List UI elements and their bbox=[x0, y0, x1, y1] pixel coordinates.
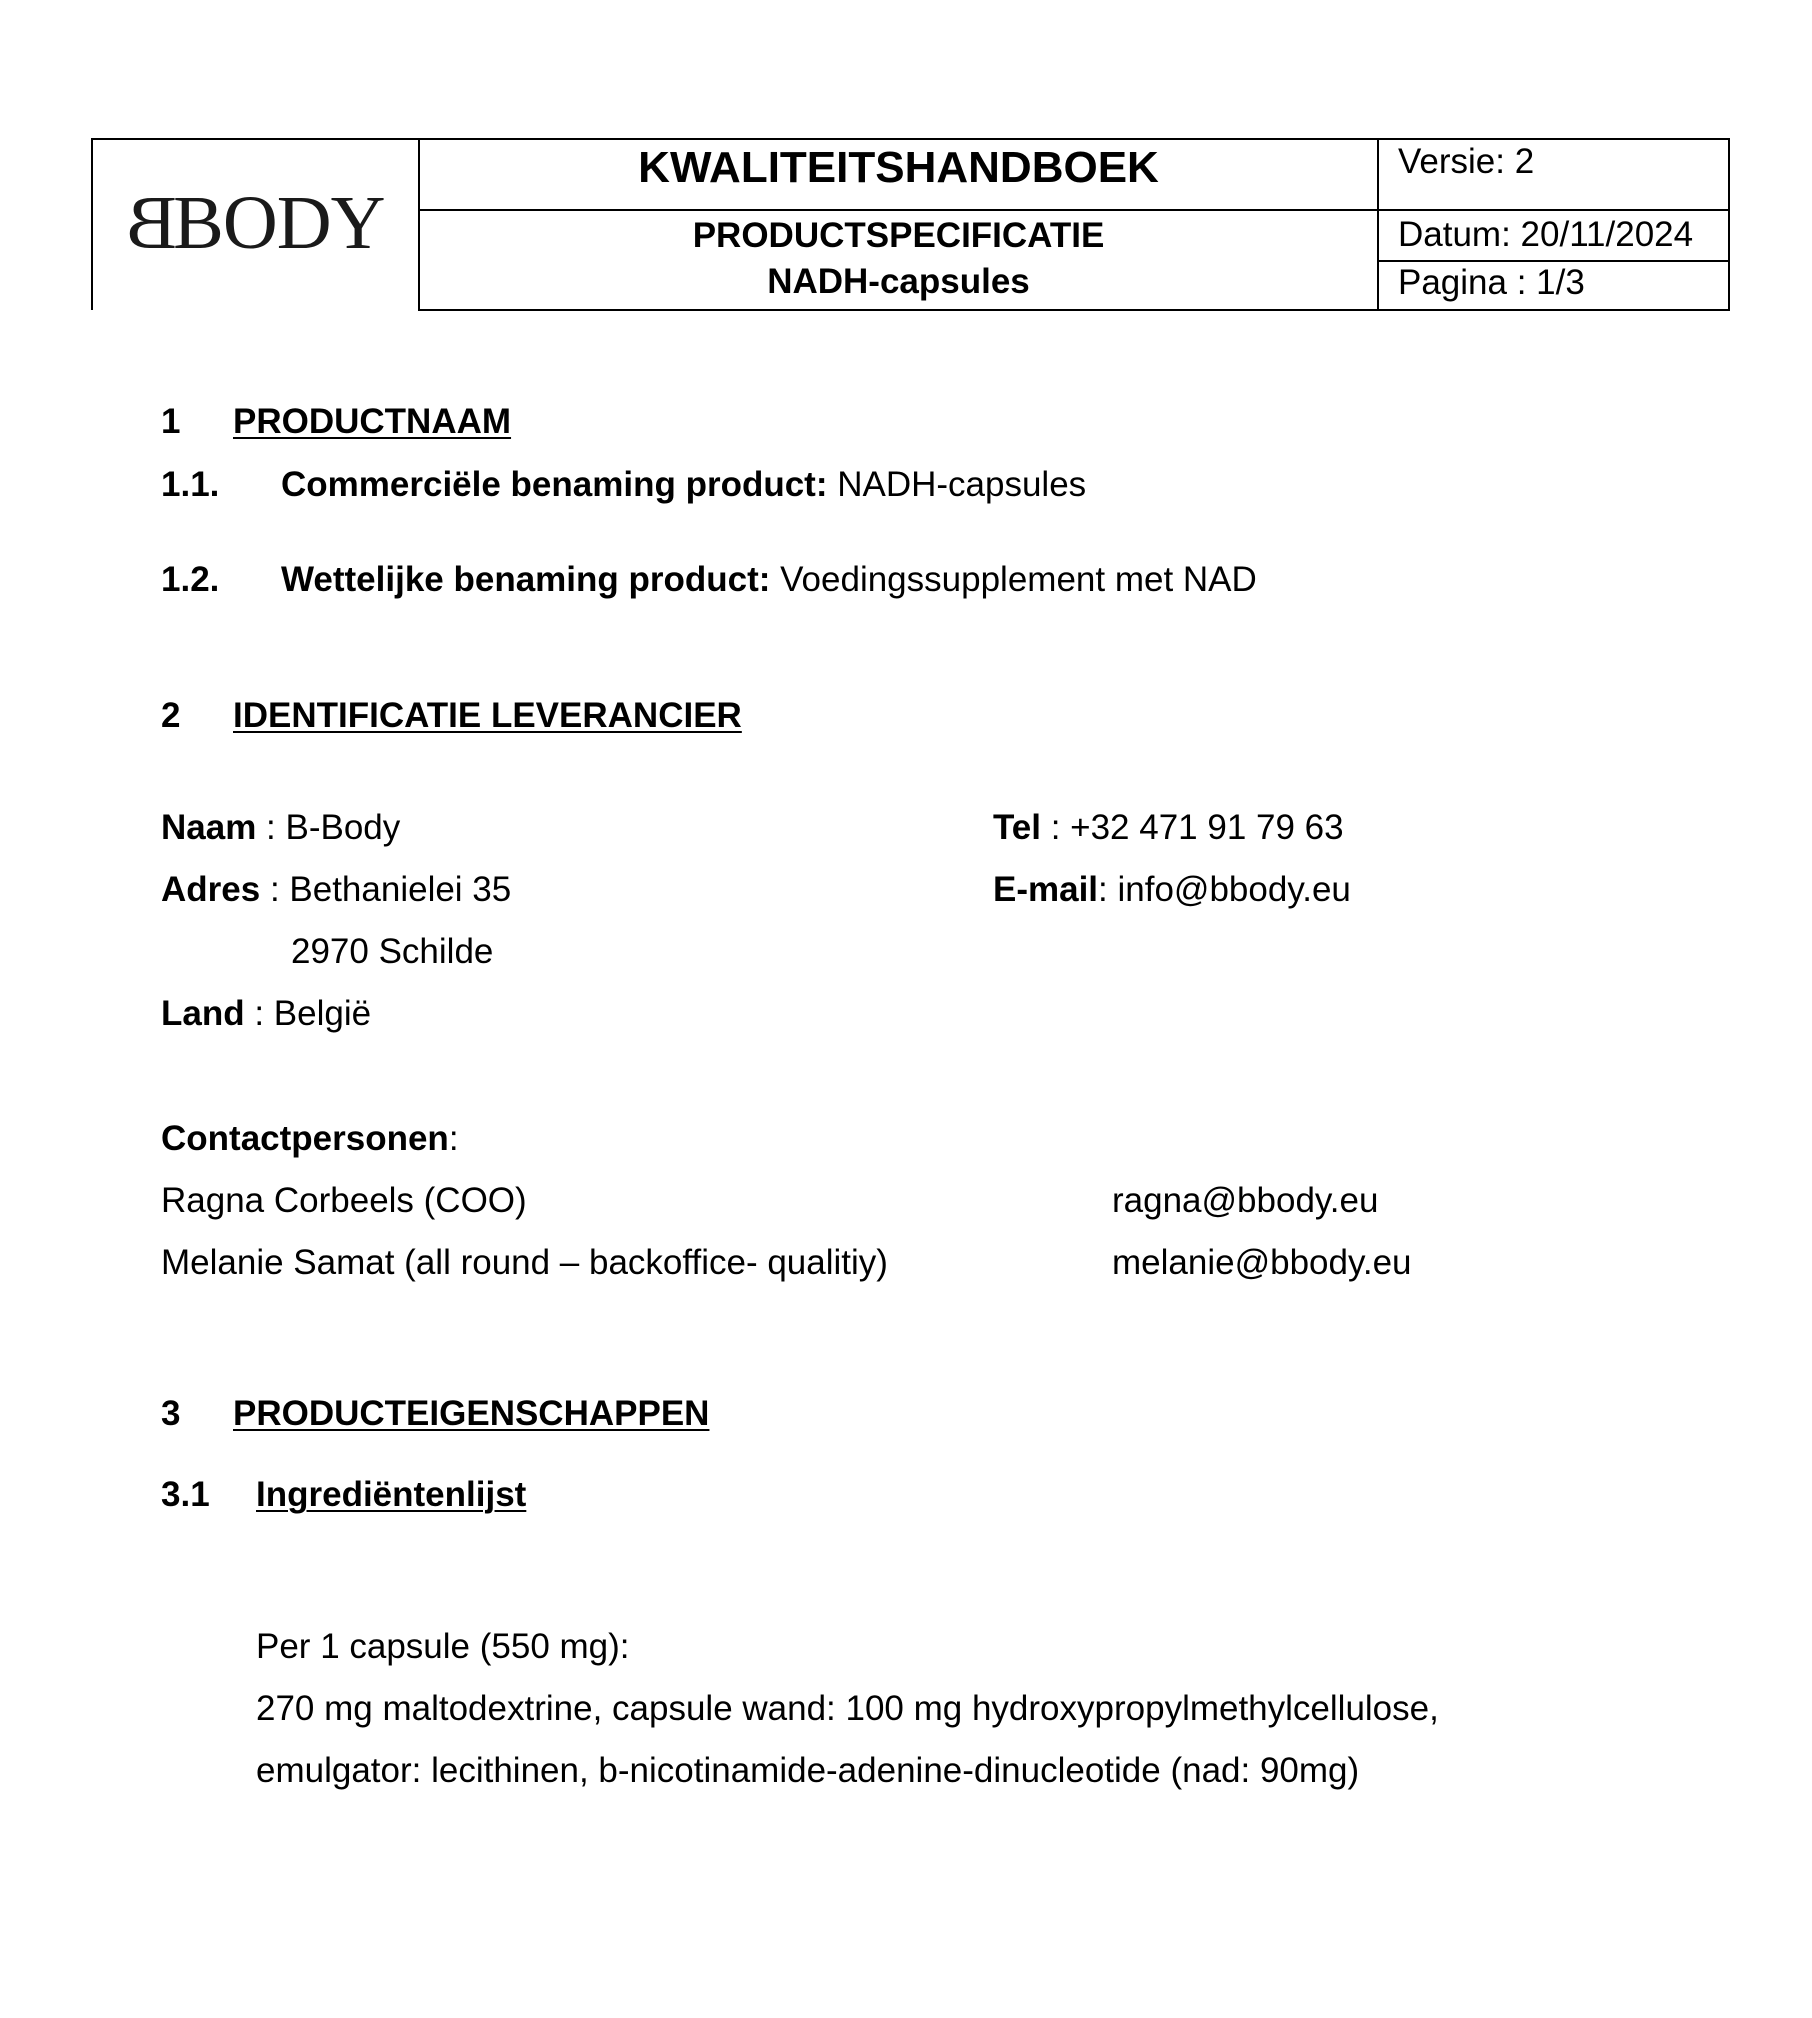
supplier-country-value: : België bbox=[244, 994, 372, 1033]
supplier-address-value: : Bethanielei 35 bbox=[260, 870, 512, 909]
supplier-address bbox=[161, 870, 511, 910]
contacts-heading bbox=[161, 1119, 459, 1159]
legal-name-label: Wettelijke benaming product: bbox=[281, 560, 771, 599]
handbook-title: KWALITEITSHANDBOEK bbox=[638, 143, 1159, 192]
ingredient-line: 270 mg maltodextrine, capsule wand: 100 mg hydroxypropylmethylcellulose, bbox=[256, 1689, 1439, 1728]
commercial-name-label: Commerciële benaming product: bbox=[281, 465, 828, 504]
supplier-name bbox=[161, 808, 400, 848]
item-1-2-number: 1.2. bbox=[161, 560, 220, 599]
contacts-colon: : bbox=[448, 1119, 459, 1158]
supplier-tel-value: : +32 471 91 79 63 bbox=[1040, 808, 1344, 847]
ingredient-line: emulgator: lecithinen, b-nicotinamide-adenine-dinucleotide (nad: 90mg) bbox=[256, 1751, 1360, 1790]
item-1-1 bbox=[281, 465, 1086, 505]
section-1-number: 1 bbox=[161, 402, 181, 441]
section-1-title: PRODUCTNAAM bbox=[233, 402, 512, 441]
contacts-label: Contactpersonen bbox=[161, 1119, 449, 1158]
ingredient-line: Per 1 capsule (550 mg): bbox=[256, 1627, 630, 1666]
spec-title: PRODUCTSPECIFICATIE bbox=[692, 216, 1105, 255]
contact-name: Melanie Samat (all round – backoffice- qualitiy) bbox=[161, 1243, 888, 1282]
contact-name: Ragna Corbeels (COO) bbox=[161, 1181, 527, 1220]
supplier-country-label: Land bbox=[161, 994, 245, 1033]
spec-product: NADH-capsules bbox=[767, 262, 1030, 301]
supplier-name-label: Naam bbox=[161, 808, 257, 847]
section-2-title: IDENTIFICATIE LEVERANCIER bbox=[233, 696, 742, 735]
logo-cell bbox=[91, 138, 419, 310]
legal-name-value: Voedingssupplement met NAD bbox=[770, 560, 1257, 599]
supplier-address-line2: 2970 Schilde bbox=[291, 932, 494, 971]
item-1-1-number: 1.1. bbox=[161, 465, 220, 504]
supplier-email-label: E-mail bbox=[993, 870, 1099, 909]
section-3-number: 3 bbox=[161, 1394, 181, 1433]
supplier-name-value: : B-Body bbox=[256, 808, 401, 847]
page-label: Pagina : 1/3 bbox=[1398, 263, 1585, 302]
supplier-tel-label: Tel bbox=[993, 808, 1041, 847]
item-3-1-title: Ingrediëntenlijst bbox=[256, 1475, 527, 1514]
supplier-country bbox=[161, 994, 371, 1034]
item-1-2 bbox=[281, 560, 1257, 600]
supplier-email bbox=[993, 870, 1351, 910]
contact-email: ragna@bbody.eu bbox=[1112, 1181, 1379, 1220]
commercial-name-value: NADH-capsules bbox=[827, 465, 1087, 504]
section-2-number: 2 bbox=[161, 696, 181, 735]
supplier-address-label: Adres bbox=[161, 870, 261, 909]
supplier-email-value: : info@bbody.eu bbox=[1098, 870, 1351, 909]
date-label: Datum: 20/11/2024 bbox=[1398, 215, 1694, 254]
section-3-title: PRODUCTEIGENSCHAPPEN bbox=[233, 1394, 710, 1433]
version-label: Versie: 2 bbox=[1398, 142, 1535, 181]
supplier-tel bbox=[993, 808, 1344, 848]
item-3-1-number: 3.1 bbox=[161, 1475, 210, 1514]
bbody-logo: BBODY bbox=[127, 181, 385, 265]
contact-email: melanie@bbody.eu bbox=[1112, 1243, 1412, 1282]
